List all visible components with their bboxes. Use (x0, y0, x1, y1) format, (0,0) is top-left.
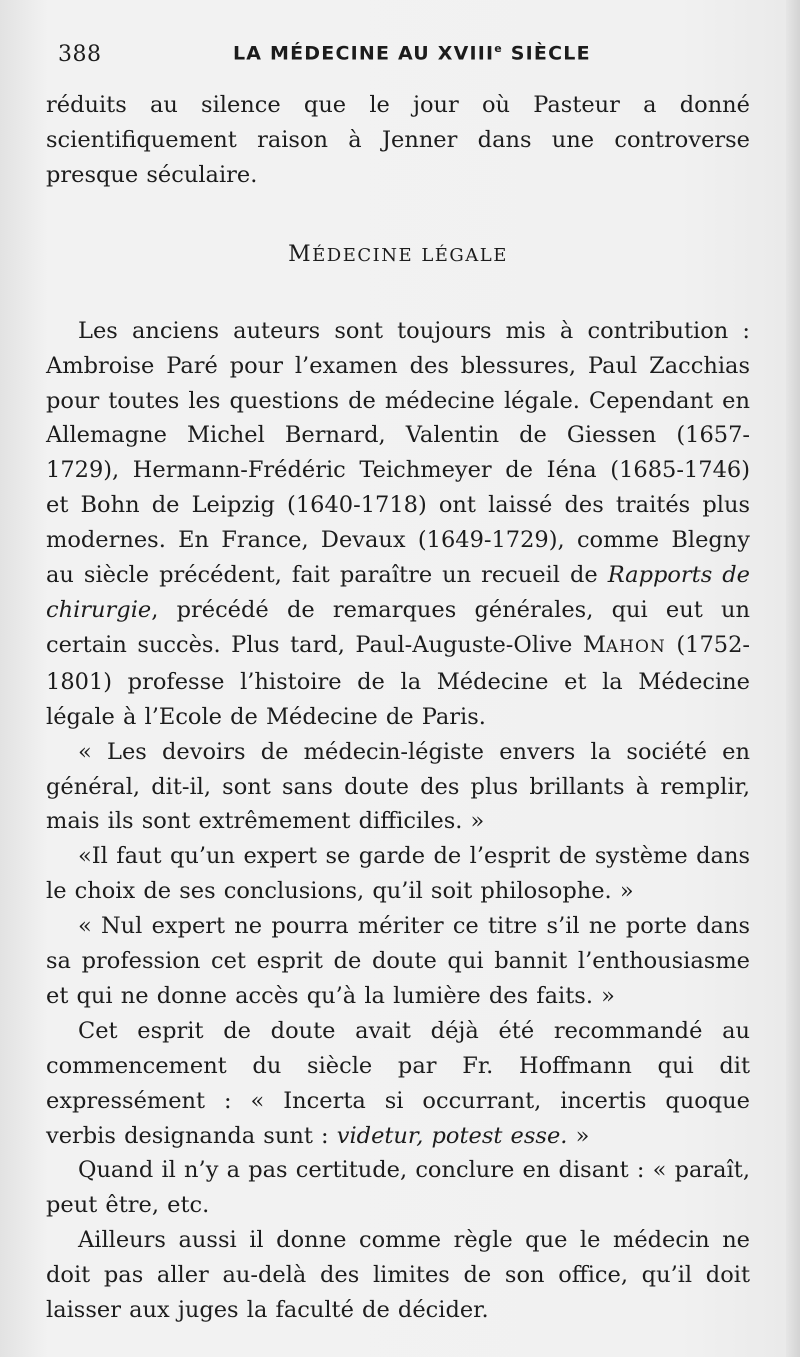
paragraph-continued: réduits au silence que le jour où Pasteur a donné scientifiquement raison à Jenner dans une controverse presque séculaire. (46, 92, 750, 188)
page-number: 388 (58, 42, 102, 67)
paragraph-certitude: Quand il n’y a pas certitude, conclure en disant : « paraît, peut être, etc. (46, 1157, 750, 1219)
paragraph-text: Les anciens auteurs sont toujours mis à contribution : Ambroise Paré pour l’examen des blessures, Paul Zacchias pour toutes les questions de médecine légale. Cependant en Allemagne Michel Bernard, Valentin de Giessen (1657-1729), Hermann-Frédéric Teichmeyer de Iéna (1685-1746) et Bohn de Leipzig (1640-1718) ont laissé des traités plus modernes. En France, Devaux (1649-1729), comme Blegny au siècle précédent, fait paraître un recueil de (46, 317, 750, 589)
running-title-main: LA MÉDECINE AU XVIII (233, 42, 495, 65)
page-header (58, 40, 748, 74)
latin-italic: videtur, potest esse. (336, 1122, 568, 1149)
section-title-rest: ÉDECINE LÉGALE (312, 244, 508, 266)
running-title (233, 42, 591, 64)
paragraph-legal-medicine (46, 314, 750, 735)
book-title-italic: Rapports de chirurgie (46, 562, 750, 623)
author-name-initial: M (582, 631, 606, 658)
paragraph-text: (1752-1801) professe l’histoire de la Médecine et la Médecine légale à l’Ecole de Médecine de Paris. (46, 631, 750, 730)
paragraph-text: Cet esprit de doute avait déjà été recommandé au commencement du siècle par Fr. Hoffmann qui dit expressément : « Incerta si occurrant, incertis quoque verbis designanda sunt : (46, 1017, 750, 1149)
author-name-small-caps (583, 632, 666, 658)
running-title-tail: SIÈCLE (502, 42, 591, 65)
page-edge-shadow (786, 0, 800, 1357)
running-title-superscript: e (494, 42, 503, 55)
paragraph-hoffmann (46, 1014, 750, 1154)
section-title-initial: M (288, 241, 313, 267)
section-title (46, 243, 750, 268)
author-name-rest: AHON (605, 636, 666, 657)
paragraph-text: , précédé de remarques générales, qui eut un certain succès. Plus tard, Paul-Auguste-Olive (46, 596, 750, 658)
quote-paragraph: « Les devoirs de médecin-légiste envers la société en général, dit-il, sont sans doute des plus brillants à remplir, mais ils sont extrêmement difficiles. » (46, 738, 750, 835)
paragraph-closing: Ailleurs aussi il donne comme règle que le médecin ne doit pas aller au-delà des limites de son office, qu’il doit laisser aux juges la faculté de décider. (46, 1227, 750, 1324)
quote-paragraph: « Nul expert ne pourra mériter ce titre s’il ne porte dans sa profession cet esprit de doute qui bannit l’enthousiasme et qui ne donne accès qu’à la lumière des faits. » (46, 913, 750, 1009)
body-text (46, 88, 750, 1328)
paragraph-text: » (567, 1122, 590, 1149)
quote-paragraph: «Il faut qu’un expert se garde de l’esprit de système dans le choix de ses conclusions, qu’il soit philosophe. » (46, 843, 750, 905)
